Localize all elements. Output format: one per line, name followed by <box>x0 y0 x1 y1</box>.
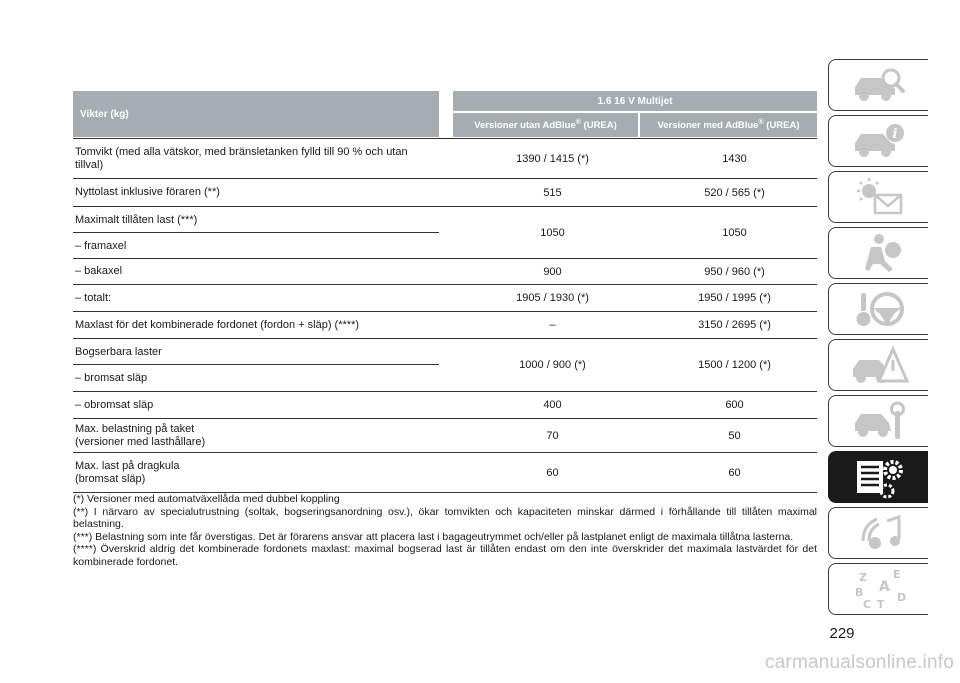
row-label: Max. last på dragkula (bromsat släp) <box>75 459 180 485</box>
weights-table <box>73 91 817 493</box>
tab-servicing[interactable] <box>828 395 928 447</box>
footnote: (**) I närvaro av specialutrustning (soltak, bogseringsanordning osv.), ökar tomvikten och kapaciteten minskar därmed i förhållande till tillåten maximal belastning. <box>73 505 817 531</box>
row-values <box>439 339 817 391</box>
row-value-v2: 3150 / 2695 (*) <box>698 319 771 331</box>
chapter-tabs <box>828 59 928 619</box>
alphabetical-index-icon <box>849 567 909 611</box>
header-weights-label: Vikter (kg) <box>73 91 439 137</box>
row-value-v1: 60 <box>546 466 559 479</box>
header-rule <box>73 138 817 139</box>
row-value-v1: – <box>549 319 556 331</box>
table-row <box>73 392 817 419</box>
row-value-v2: 1950 / 1995 (*) <box>698 292 771 304</box>
row-labels <box>73 207 439 258</box>
row-label: – bromsat släp <box>75 372 148 384</box>
row-value-v1: 515 <box>543 186 562 199</box>
tab-index[interactable] <box>828 563 928 615</box>
index-letter: B <box>854 586 863 599</box>
table-header <box>73 91 817 137</box>
header-engine: 1.6 16 V Multijet <box>453 91 817 111</box>
row-value-v2: 600 <box>725 399 744 411</box>
row-value-v2: 1500 / 1200 (*) <box>698 359 771 371</box>
footnote: (****) Överskrid aldrig det kombinerade fordonets maxlast: maximal bogserad last är tillåten endast om den inte överskrider det maximala lastvärdet för det kombinerade fordonet. <box>73 543 817 568</box>
table-row <box>73 179 817 207</box>
tab-warning-lights[interactable] <box>828 171 928 223</box>
tab-starting-driving[interactable] <box>828 283 928 335</box>
row-label: – bakaxel <box>75 265 123 277</box>
row-value-v1: 900 <box>543 265 562 278</box>
table-row <box>73 259 817 285</box>
index-letter: A <box>878 579 890 595</box>
row-value-v1: 1050 <box>540 226 565 239</box>
car-search-icon <box>849 63 909 107</box>
row-values <box>439 207 817 258</box>
index-letter: T <box>876 598 885 611</box>
table-row-group <box>73 207 817 259</box>
table-body <box>73 139 817 493</box>
multimedia-music-icon <box>849 511 909 555</box>
table-row <box>73 285 817 312</box>
row-value-v2: 1430 <box>722 152 747 165</box>
index-letter: E <box>892 568 901 581</box>
svg-text:i: i <box>892 127 897 142</box>
footnote: (*) Versioner med automatväxellåda med dubbel koppling <box>73 493 340 505</box>
technical-data-gears-icon <box>849 455 909 499</box>
tab-dashboard[interactable] <box>828 115 928 167</box>
car-info-icon <box>849 119 909 163</box>
tab-safety[interactable] <box>828 227 928 279</box>
tab-multimedia[interactable] <box>828 507 928 559</box>
tab-technical-data[interactable] <box>828 451 928 503</box>
page-number: 229 <box>829 625 855 642</box>
row-value-v2: 520 / 565 (*) <box>704 186 765 199</box>
row-value-v1: 400 <box>543 399 562 411</box>
index-letter: C <box>862 598 871 611</box>
row-value-v1: 70 <box>546 429 559 442</box>
header-col-with-adblue: Versioner med AdBlue ® (UREA) <box>640 113 817 137</box>
warning-light-envelope-icon <box>849 175 909 219</box>
row-label: – framaxel <box>75 239 127 252</box>
row-value-v2: 60 <box>728 466 741 479</box>
tab-knowing-your-car[interactable] <box>828 59 928 111</box>
row-label: Nyttolast inklusive föraren (**) <box>75 186 220 198</box>
header-col-without-adblue: Versioner utan AdBlue ® (UREA) <box>453 113 638 137</box>
row-label: – obromsat släp <box>75 398 154 411</box>
car-warning-triangle-icon <box>849 343 909 387</box>
row-value-v2: 50 <box>728 429 741 442</box>
row-value-v1: 1000 / 900 (*) <box>519 359 586 371</box>
row-value-v1: 1905 / 1930 (*) <box>516 292 589 304</box>
table-row <box>73 312 817 339</box>
watermark: carmanualsonline.info <box>764 652 954 673</box>
table-row <box>73 419 817 453</box>
row-value-v2: 950 / 960 (*) <box>704 265 765 278</box>
row-label: Max. belastning på taket (versioner med lasthållare) <box>75 422 206 448</box>
row-label: Bogserbara laster <box>73 339 439 365</box>
index-letter: Z <box>858 571 867 584</box>
table-row-group <box>73 339 817 392</box>
row-value-v2: 1050 <box>722 226 747 239</box>
footnote: (***) Belastning som inte får överstigas. Det är förarens ansvar att placera last i bagageutrymmet och/eller på lastplanet enligt de maximala tillåtna lasterna. <box>73 530 794 543</box>
row-value-v1: 1390 / 1415 (*) <box>516 152 589 165</box>
row-labels <box>73 339 439 391</box>
row-label: – totalt: <box>75 291 112 304</box>
tab-emergency[interactable] <box>828 339 928 391</box>
index-letter: D <box>896 591 906 604</box>
row-label: Maxlast för det kombinerade fordonet (fordon + släp) (****) <box>75 318 360 331</box>
row-label: Maximalt tillåten last (***) <box>73 207 439 233</box>
table-row <box>73 453 817 493</box>
airbag-passenger-icon <box>849 231 909 275</box>
car-wrench-icon <box>849 399 909 443</box>
steering-wheel-key-icon <box>849 287 909 331</box>
row-label: Tomvikt (med alla vätskor, med bränsletanken fylld till 90 % och utan tillval) <box>75 145 408 171</box>
table-row <box>73 139 817 179</box>
footnotes <box>73 493 817 569</box>
